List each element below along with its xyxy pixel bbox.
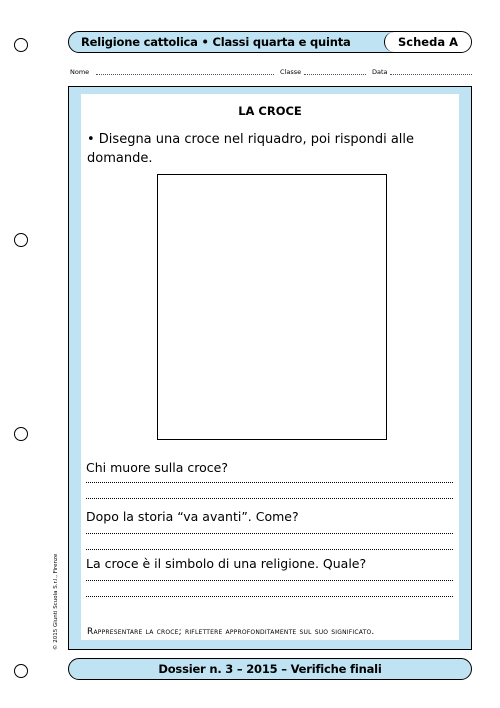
question-3: La croce è il simbolo di una religione. Quale?: [86, 556, 367, 571]
class-line[interactable]: [304, 74, 366, 75]
name-label: Nome: [70, 68, 90, 76]
worksheet-title: LA CROCE: [238, 104, 302, 118]
class-label: Classe: [280, 68, 302, 76]
date-line[interactable]: [390, 74, 472, 75]
binder-hole-lower: [14, 427, 28, 441]
answer-line-1b[interactable]: [86, 498, 453, 499]
learning-objective: Rappresentare la croce; riflettere approfonditamente sul suo significato.: [87, 627, 375, 637]
name-line[interactable]: [96, 74, 274, 75]
answer-line-3b[interactable]: [86, 596, 453, 597]
student-fields: [70, 68, 472, 80]
footer-bar: Dossier n. 3 – 2015 – Verifiche finali: [68, 658, 472, 680]
answer-line-2b[interactable]: [86, 549, 453, 550]
copyright-text: © 2015 Giunti Scuola S.r.l., Firenze: [53, 553, 59, 650]
binder-hole-top: [14, 38, 28, 52]
header-bar: [68, 31, 472, 53]
answer-line-3a[interactable]: [86, 580, 453, 581]
answer-line-1a[interactable]: [86, 482, 453, 483]
header-title: Religione cattolica • Classi quarta e quinta: [81, 35, 351, 49]
worksheet-content: [81, 94, 459, 640]
sheet-tab: Scheda A: [384, 32, 471, 52]
binder-hole-bottom: [14, 664, 28, 678]
question-1: Chi muore sulla croce?: [86, 460, 228, 475]
drawing-box[interactable]: [157, 174, 387, 440]
worksheet-frame: [68, 86, 472, 650]
date-label: Data: [372, 68, 388, 76]
question-2: Dopo la storia “va avanti”. Come?: [86, 509, 299, 524]
instruction-text: • Disegna una croce nel riquadro, poi rispondi alle domande.: [87, 132, 415, 166]
answer-line-2a[interactable]: [86, 533, 453, 534]
binder-hole-upper: [14, 233, 28, 247]
